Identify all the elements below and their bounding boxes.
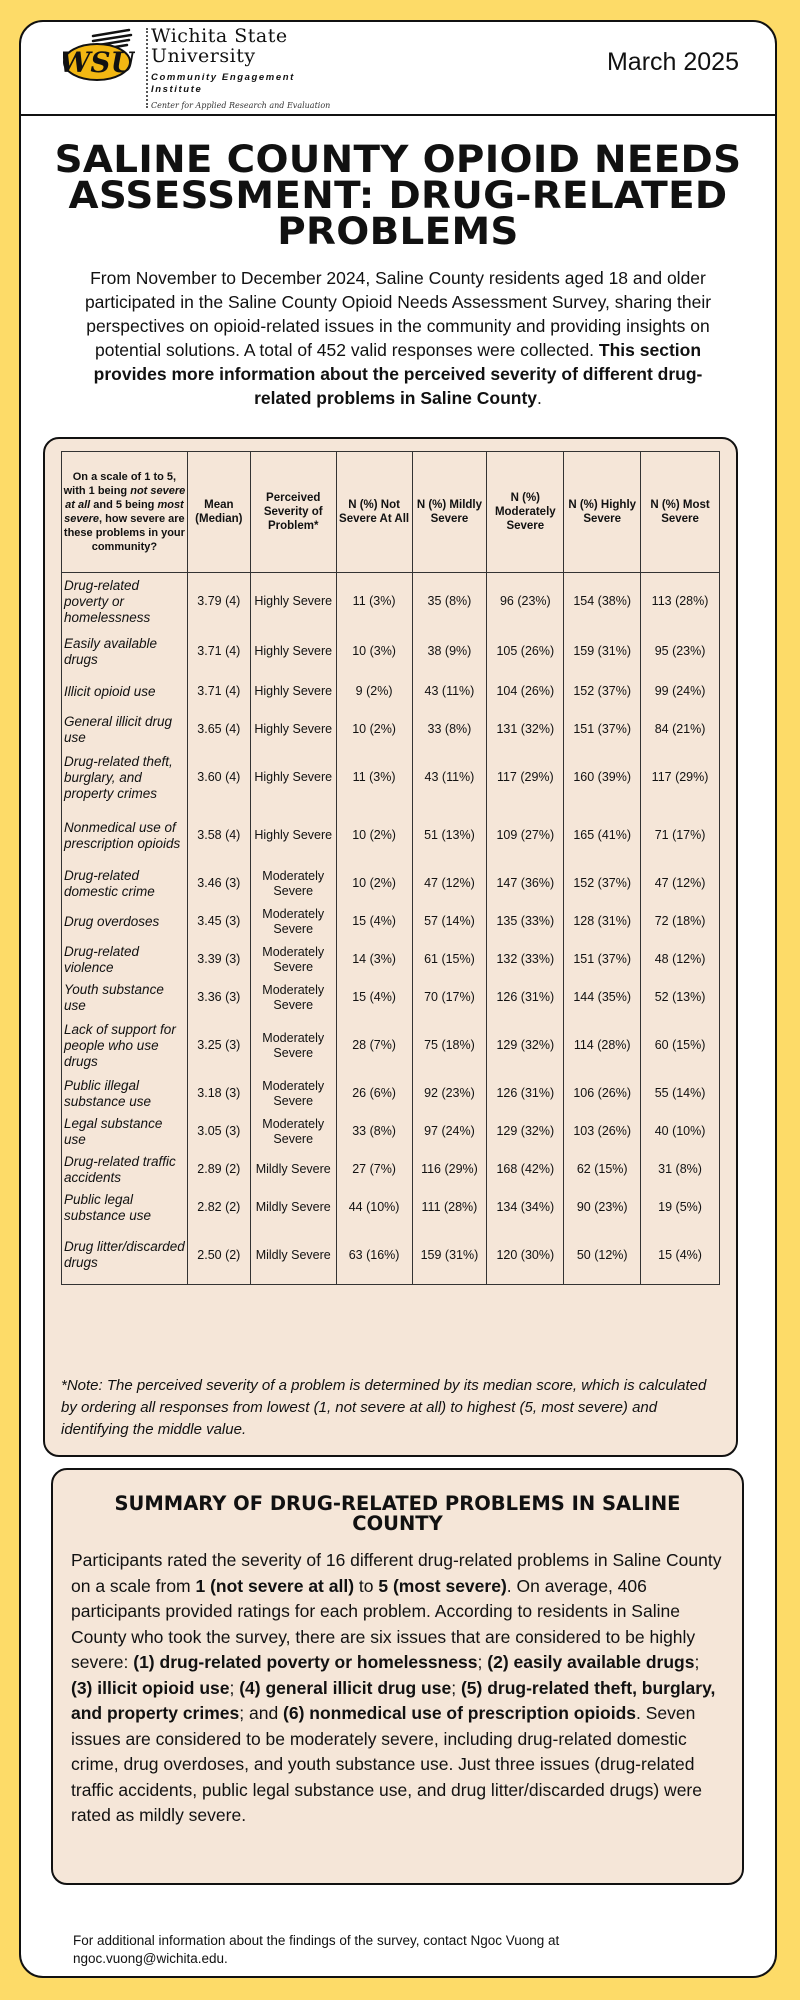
table-cell: 11 (3%) — [336, 573, 412, 631]
table-cell: 33 (8%) — [336, 1113, 412, 1151]
table-cell: 99 (24%) — [641, 673, 720, 711]
table-cell: Moderately Severe — [250, 1113, 336, 1151]
table-cell: Highly Severe — [250, 573, 336, 631]
table-cell: 114 (28%) — [564, 1017, 641, 1075]
table-cell: 117 (29%) — [487, 749, 564, 807]
table-cell: 134 (34%) — [487, 1189, 564, 1227]
table-cell: 116 (29%) — [412, 1151, 487, 1189]
table-cell: 95 (23%) — [641, 631, 720, 673]
table-cell: 70 (17%) — [412, 979, 487, 1017]
table-cell: 105 (26%) — [487, 631, 564, 673]
table-cell: 33 (8%) — [412, 711, 487, 749]
table-cell: 109 (27%) — [487, 807, 564, 865]
table-cell: 43 (11%) — [412, 673, 487, 711]
table-row — [62, 1075, 720, 1113]
table-cell: Moderately Severe — [250, 903, 336, 941]
table-cell: 151 (37%) — [564, 711, 641, 749]
table-cell: 26 (6%) — [336, 1075, 412, 1113]
table-cell: 31 (8%) — [641, 1151, 720, 1189]
table-cell: 3.71 (4) — [187, 631, 250, 673]
table-row — [62, 673, 720, 711]
footer-contact: For additional information about the findings of the survey, contact Ngoc Vuong at ngoc.vuong@wichita.edu. — [73, 1933, 560, 1966]
table-cell: 132 (33%) — [487, 941, 564, 979]
table-cell: 47 (12%) — [641, 865, 720, 903]
table-row — [62, 1189, 720, 1227]
problem-name: Lack of support for people who use drugs — [62, 1017, 188, 1075]
problem-name: Drug overdoses — [62, 903, 188, 941]
table-cell: 15 (4%) — [336, 979, 412, 1017]
question-header: On a scale of 1 to 5, with 1 being not severe at all and 5 being most severe, how severe are these problems in your community? — [62, 452, 188, 573]
table-row — [62, 573, 720, 631]
table-cell: 52 (13%) — [641, 979, 720, 1017]
table-cell: 111 (28%) — [412, 1189, 487, 1227]
table-cell: 135 (33%) — [487, 903, 564, 941]
table-cell: 72 (18%) — [641, 903, 720, 941]
table-cell: 3.60 (4) — [187, 749, 250, 807]
problem-name: Drug-related traffic accidents — [62, 1151, 188, 1189]
problem-name: Drug-related theft, burglary, and property crimes — [62, 749, 188, 807]
table-cell: 28 (7%) — [336, 1017, 412, 1075]
summary-title: SUMMARY OF DRUG-RELATED PROBLEMS IN SALINE COUNTY — [114, 1492, 681, 1535]
center-name: Center for Applied Research and Evaluation — [151, 101, 331, 110]
column-header: N (%) Mildly Severe — [412, 452, 487, 573]
table-cell: 3.36 (3) — [187, 979, 250, 1017]
table-cell: 14 (3%) — [336, 941, 412, 979]
problem-name: Drug litter/discarded drugs — [62, 1227, 188, 1285]
table-cell: 129 (32%) — [487, 1113, 564, 1151]
table-cell: 3.58 (4) — [187, 807, 250, 865]
table-cell: 2.89 (2) — [187, 1151, 250, 1189]
university-line-2: University — [151, 45, 256, 67]
table-cell: 168 (42%) — [487, 1151, 564, 1189]
table-cell: 3.71 (4) — [187, 673, 250, 711]
problem-name: Youth substance use — [62, 979, 188, 1017]
table-cell: 2.82 (2) — [187, 1189, 250, 1227]
table-cell: 126 (31%) — [487, 1075, 564, 1113]
table-cell: Highly Severe — [250, 673, 336, 711]
table-cell: 27 (7%) — [336, 1151, 412, 1189]
table-cell: 106 (26%) — [564, 1075, 641, 1113]
table-cell: 3.45 (3) — [187, 903, 250, 941]
document-page — [19, 20, 777, 1978]
organization — [151, 26, 330, 110]
institute-line-1: Community Engagement — [151, 72, 295, 83]
table-cell: 113 (28%) — [641, 573, 720, 631]
table-cell: 57 (14%) — [412, 903, 487, 941]
table-cell: 3.79 (4) — [187, 573, 250, 631]
table-cell: 131 (32%) — [487, 711, 564, 749]
table-cell: 3.05 (3) — [187, 1113, 250, 1151]
table-cell: 3.25 (3) — [187, 1017, 250, 1075]
table-cell: Moderately Severe — [250, 865, 336, 903]
table-cell: 9 (2%) — [336, 673, 412, 711]
table-row — [62, 1227, 720, 1285]
table-cell: 152 (37%) — [564, 673, 641, 711]
table-cell: 120 (30%) — [487, 1227, 564, 1285]
table-cell: 97 (24%) — [412, 1113, 487, 1151]
table-cell: Highly Severe — [250, 631, 336, 673]
problem-name: Public legal substance use — [62, 1189, 188, 1227]
table-cell: Mildly Severe — [250, 1189, 336, 1227]
table-cell: 10 (2%) — [336, 807, 412, 865]
header — [21, 22, 775, 116]
table-cell: 126 (31%) — [487, 979, 564, 1017]
summary-panel — [51, 1468, 744, 1885]
table-cell: 103 (26%) — [564, 1113, 641, 1151]
table-row — [62, 941, 720, 979]
table-cell: 50 (12%) — [564, 1227, 641, 1285]
column-header: N (%) Moderately Severe — [487, 452, 564, 573]
table-cell: 144 (35%) — [564, 979, 641, 1017]
table-row — [62, 1151, 720, 1189]
table-cell: 160 (39%) — [564, 749, 641, 807]
table-cell: 151 (37%) — [564, 941, 641, 979]
table-cell: Mildly Severe — [250, 1227, 336, 1285]
table-cell: 11 (3%) — [336, 749, 412, 807]
table-cell: 3.39 (3) — [187, 941, 250, 979]
table-header-row — [62, 452, 720, 573]
table-cell: 128 (31%) — [564, 903, 641, 941]
problem-name: Illicit opioid use — [62, 673, 188, 711]
column-header: Mean (Median) — [187, 452, 250, 573]
logo-text: WSU — [63, 46, 135, 79]
table-cell: 38 (9%) — [412, 631, 487, 673]
table-cell: 35 (8%) — [412, 573, 487, 631]
table-row — [62, 1017, 720, 1075]
table-cell: 154 (38%) — [564, 573, 641, 631]
table-row — [62, 711, 720, 749]
table-cell: 63 (16%) — [336, 1227, 412, 1285]
column-header: N (%) Most Severe — [641, 452, 720, 573]
problem-name: Easily available drugs — [62, 631, 188, 673]
table-cell: 96 (23%) — [487, 573, 564, 631]
report-date: March 2025 — [606, 48, 739, 76]
column-header: N (%) Highly Severe — [564, 452, 641, 573]
column-header: N (%) Not Severe At All — [336, 452, 412, 573]
table-cell: 165 (41%) — [564, 807, 641, 865]
table-row — [62, 865, 720, 903]
problem-name: Nonmedical use of prescription opioids — [62, 807, 188, 865]
table-cell: 43 (11%) — [412, 749, 487, 807]
table-cell: 10 (2%) — [336, 711, 412, 749]
table-cell: 61 (15%) — [412, 941, 487, 979]
table-row — [62, 807, 720, 865]
table-cell: 62 (15%) — [564, 1151, 641, 1189]
table-cell: 3.46 (3) — [187, 865, 250, 903]
table-cell: 159 (31%) — [564, 631, 641, 673]
table-cell: Moderately Severe — [250, 1017, 336, 1075]
table-cell: Moderately Severe — [250, 941, 336, 979]
institute-line-2: Institute — [151, 84, 203, 95]
wsu-logo — [63, 28, 135, 84]
table-cell: 15 (4%) — [641, 1227, 720, 1285]
table-cell: 47 (12%) — [412, 865, 487, 903]
problem-name: General illicit drug use — [62, 711, 188, 749]
table-cell: 60 (15%) — [641, 1017, 720, 1075]
problem-name: Public illegal substance use — [62, 1075, 188, 1113]
table-cell: 92 (23%) — [412, 1075, 487, 1113]
severity-table-panel — [43, 437, 738, 1457]
table-cell: 40 (10%) — [641, 1113, 720, 1151]
table-cell: 129 (32%) — [487, 1017, 564, 1075]
table-cell: Highly Severe — [250, 749, 336, 807]
column-header: Perceived Severity of Problem* — [250, 452, 336, 573]
table-cell: 159 (31%) — [412, 1227, 487, 1285]
table-cell: 3.65 (4) — [187, 711, 250, 749]
table-row — [62, 1113, 720, 1151]
table-cell: Mildly Severe — [250, 1151, 336, 1189]
table-cell: Moderately Severe — [250, 1075, 336, 1113]
table-cell: Highly Severe — [250, 807, 336, 865]
table-cell: 147 (36%) — [487, 865, 564, 903]
table-cell: 10 (2%) — [336, 865, 412, 903]
table-row — [62, 749, 720, 807]
problem-name: Drug-related poverty or homelessness — [62, 573, 188, 631]
severity-table — [61, 451, 720, 1285]
summary-paragraph: Participants rated the severity of 16 different drug-related problems in Saline County on a scale from 1 (not severe at all) to 5 (most severe). On average, 406 participants provided ratings for each problem. According to residents in Saline County who took the survey, there are six issues that are considered to be highly severe: (1) drug-related poverty or homelessness; (2) easily available drugs; (3) illicit opioid use; (4) general illicit drug use; (5) drug-related theft, burglary, and property crimes; and (6) nonmedical use of prescription opioids. Seven issues are considered to be moderately severe, including drug-related domestic crime, drug overdoses, and youth substance use. Just three issues (drug-related traffic accidents, public legal substance use, and drug litter/discarded drugs) were rated as mildly severe. — [71, 1550, 722, 1825]
table-cell: 2.50 (2) — [187, 1227, 250, 1285]
problem-name: Drug-related domestic crime — [62, 865, 188, 903]
page-title: SALINE COUNTY OPIOID NEEDS ASSESSMENT: DRUG-RELATED PROBLEMS — [54, 138, 742, 253]
table-row — [62, 979, 720, 1017]
table-cell: 71 (17%) — [641, 807, 720, 865]
table-cell: 104 (26%) — [487, 673, 564, 711]
table-cell: Highly Severe — [250, 711, 336, 749]
table-cell: 152 (37%) — [564, 865, 641, 903]
table-cell: 15 (4%) — [336, 903, 412, 941]
problem-name: Drug-related violence — [62, 941, 188, 979]
table-cell: 84 (21%) — [641, 711, 720, 749]
problem-name: Legal substance use — [62, 1113, 188, 1151]
table-row — [62, 631, 720, 673]
table-cell: 117 (29%) — [641, 749, 720, 807]
table-cell: 10 (3%) — [336, 631, 412, 673]
table-cell: 55 (14%) — [641, 1075, 720, 1113]
intro-paragraph: From November to December 2024, Saline County residents aged 18 and older participated in the Saline County Opioid Needs Assessment Survey, sharing their perspectives on opioid-related issues in the community and providing insights on potential solutions. A total of 452 valid responses were collected. This section provides more information about the perceived severity of different drug-related problems in Saline County. — [84, 268, 712, 408]
table-note: *Note: The perceived severity of a problem is determined by its median score, which is calculated by ordering all responses from lowest (1, not severe at all) to highest (5, most severe) and identifying the middle value. — [61, 1377, 707, 1438]
table-row — [62, 903, 720, 941]
table-cell: 75 (18%) — [412, 1017, 487, 1075]
table-cell: 3.18 (3) — [187, 1075, 250, 1113]
table-cell: 51 (13%) — [412, 807, 487, 865]
table-cell: 48 (12%) — [641, 941, 720, 979]
table-cell: Moderately Severe — [250, 979, 336, 1017]
table-cell: 19 (5%) — [641, 1189, 720, 1227]
table-cell: 44 (10%) — [336, 1189, 412, 1227]
university-line-1: Wichita State — [151, 25, 288, 47]
table-cell: 90 (23%) — [564, 1189, 641, 1227]
